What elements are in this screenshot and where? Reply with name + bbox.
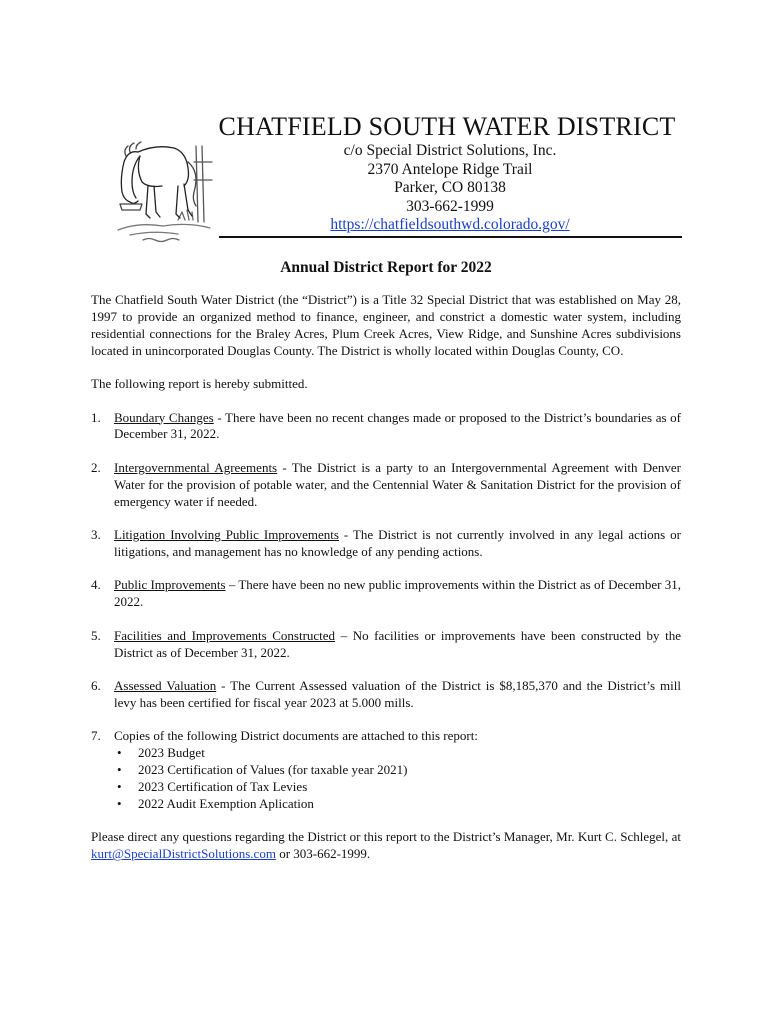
- letterhead: [218, 112, 682, 235]
- item-text: - The District is a party to an Intergovernmental Agreement with Denver Water for the provision of potable water, and the Centennial Water & Sanitation District for the provision of emergency water if needed.: [114, 459, 682, 509]
- item-heading: Litigation Involving Public Improvements: [114, 527, 339, 543]
- bullet-icon: •: [117, 795, 122, 811]
- item-number: 6.: [91, 678, 101, 693]
- street-address: 2370 Antelope Ridge Trail: [367, 160, 533, 178]
- bullet-icon: •: [117, 779, 122, 795]
- attached-documents-list: [114, 745, 681, 813]
- list-item: [114, 762, 681, 779]
- horse-drinking-icon: [108, 122, 218, 244]
- report-items: [91, 410, 681, 813]
- item-text: – No facilities or improvements have been constructed by the District as of December 31, 2022.: [114, 627, 682, 660]
- item-number: 5.: [91, 627, 101, 643]
- city-state-zip: Parker, CO 80138: [394, 179, 506, 197]
- manager-email-link[interactable]: kurt@SpecialDistrictSolutions.com: [91, 846, 276, 862]
- item-text: - The Current Assessed valuation of the District is $8,185,370 and the District’s mill levy has been certified for fiscal year 2023 at 5.000 mills.: [114, 678, 681, 710]
- list-item: [91, 527, 681, 561]
- list-item: [114, 779, 681, 796]
- item-text: – There have been no new public improvements within the District as of December 31, 2022.: [114, 577, 681, 610]
- organization-name: CHATFIELD SOUTH WATER DISTRICT: [218, 112, 676, 141]
- closing-phone-text: or 303-662-1999.: [275, 846, 371, 862]
- item-number: 2.: [91, 459, 101, 475]
- item-text: - There have been no recent changes made or proposed to the District’s boundaries as of December 31, 2022.: [114, 409, 681, 442]
- bullet-icon: •: [117, 745, 122, 761]
- item-number: 1.: [91, 409, 101, 425]
- item-number: 4.: [91, 577, 101, 593]
- report-body: [91, 292, 681, 863]
- care-of-line: c/o Special District Solutions, Inc.: [343, 142, 557, 159]
- list-item: [114, 796, 681, 813]
- document-name: 2022 Audit Exemption Aplication: [138, 795, 314, 811]
- item-heading: Assessed Valuation: [114, 678, 217, 693]
- list-item: [91, 577, 681, 611]
- item-heading: Facilities and Improvements Constructed: [114, 627, 336, 643]
- item-heading: Boundary Changes: [114, 409, 214, 425]
- list-item: [91, 728, 681, 813]
- list-item: [91, 678, 681, 712]
- list-item: [91, 410, 681, 444]
- closing-text: Please direct any questions regarding the District or this report to the District’s Manager, Mr. Kurt C. Schlegel, at: [91, 829, 681, 845]
- closing-paragraph: [91, 829, 681, 863]
- item-heading: Intergovernmental Agreements: [114, 459, 278, 475]
- document-name: 2023 Budget: [138, 745, 205, 761]
- report-title: Annual District Report for 2022: [280, 259, 492, 276]
- letterhead-divider: [219, 236, 682, 238]
- list-item: [91, 460, 681, 511]
- list-item: [91, 628, 681, 662]
- website-link[interactable]: https://chatfieldsouthwd.colorado.gov/: [330, 216, 570, 234]
- item-number: 7.: [91, 728, 101, 744]
- list-item: [114, 745, 681, 762]
- item-text: - The District is not currently involved in any legal actions or litigations, and management has no knowledge of any pending actions.: [114, 527, 681, 559]
- intro-paragraph: The Chatfield South Water District (the “District”) is a Title 32 Special District that was established on May 28, 1997 to provide an organized method to finance, engineer, and constrict a domestic water system, including residential connections for the Braley Acres, Plum Creek Acres, View Ridge, and Sunshine Acres subdivisions located in unincorporated Douglas County. The District is wholly located within Douglas County, CO.: [91, 292, 681, 358]
- item-number: 3.: [91, 527, 101, 543]
- document-name: 2023 Certification of Values (for taxable year 2021): [138, 762, 408, 778]
- item-heading: Public Improvements: [114, 577, 226, 593]
- bullet-icon: •: [117, 762, 122, 778]
- submitted-statement: The following report is hereby submitted.: [91, 376, 308, 392]
- item-text: Copies of the following District documents are attached to this report:: [114, 728, 478, 744]
- phone-number: 303-662-1999: [406, 197, 494, 215]
- document-name: 2023 Certification of Tax Levies: [138, 779, 308, 795]
